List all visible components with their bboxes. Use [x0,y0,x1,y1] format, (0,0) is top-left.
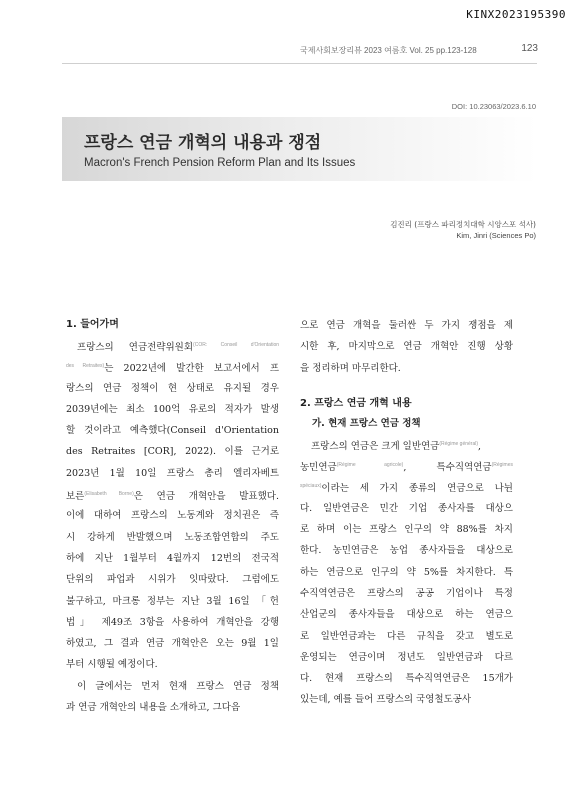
original-term: (Régime général) [439,440,479,447]
article-title: 프랑스 연금 개혁의 내용과 쟁점 [84,133,322,153]
doi: DOI: 10.23063/2023.6.10 [451,102,536,111]
text-line [66,569,279,590]
text-run: 다. 현재 프랑스의 특수직역연금은 15개가 [300,673,513,685]
text-line [300,358,513,379]
text-run: 산업군의 종사자들을 대상으로 하는 연금으 [300,609,513,621]
text-line [300,519,513,540]
left-column [66,315,279,718]
header-rule [62,63,537,64]
text-line [66,548,279,569]
text-line [66,441,279,462]
text-line [66,463,279,484]
original-term: (Régimes [491,462,513,469]
text-line [300,498,513,519]
section-heading: 1. 들어가며 [66,319,119,330]
text-line [66,378,279,399]
text-line [300,434,513,455]
text-line [66,676,279,697]
text-run: 하였고, 그 결과 연금 개혁안은 오는 9월 1일 [66,638,279,650]
text-line [66,527,279,548]
running-header: 국제사회보장리뷰 2023 여름호 Vol. 25 pp.123-128 [300,46,477,55]
text-run: 프랑스의 연금은 크게 일반연금 [311,441,440,453]
text-line [300,604,513,625]
text-run: 으로 연금 개혁을 둘러싼 두 가지 쟁점을 제 [300,320,513,331]
author-korean: 김진리 (프랑스 파리정치대학 시앙스포 석사) [390,220,536,229]
text-run: 운영되는 연금이며 정년도 일반연금과 다르 [300,651,513,663]
text-run: des Retraites [COR], 2022). 이를 근거로 [66,446,279,458]
text-line [300,626,513,647]
intro-continuation [300,315,513,379]
original-term: des Retraites) [66,363,105,370]
text-line [300,315,513,336]
text-run: 로 일반연금과는 다른 규칙을 갖고 별도로 [300,630,513,642]
article-subtitle: Macron's French Pension Reform Plan and Its Issues [84,157,356,169]
text-line [66,505,279,526]
text-run: 2039년에는 최소 100억 유로의 적자가 발생 [66,403,279,415]
text-run: , [478,441,482,453]
section-gap [300,379,513,394]
text-run: , 특수직역연금 [403,462,492,474]
text-run: 이에 대하여 프랑스의 노동계와 정치권은 즉 [66,510,279,522]
text-line [66,484,279,505]
text-run: 시 강하게 반발했으며 노동조합연합의 주도 [66,531,279,543]
section-body [66,335,279,718]
text-line [66,591,279,612]
text-run: 시한 후, 마지막으로 연금 개혁안 진행 상황 [300,341,513,353]
original-term: (Elisabeth Borne) [84,491,134,498]
author-english: Kim, Jinri (Sciences Po) [456,231,536,240]
text-line [66,420,279,441]
text-run: 한다. 농민연금은 농업 종사자들을 대상으로 [300,545,513,557]
text-run: 2023년 1월 10일 프랑스 총리 엘리자베트 [66,467,279,479]
text-run: 하에 지난 1월부터 4월까지 12번의 전국적 [66,552,279,564]
text-line [66,633,279,654]
text-run: 는 2022년에 발간한 보고서에서 프 [104,363,279,375]
text-line [300,476,513,497]
text-line [66,335,279,356]
text-run: 랑스의 연금 정책이 현 상태로 유지될 경우 [66,382,279,394]
text-run: 있는데, 예를 들어 프랑스의 국영철도공사 [300,694,472,706]
page-number: 123 [521,43,538,54]
text-line [300,455,513,476]
text-line [300,647,513,668]
original-term: (Régime agricole) [336,462,404,469]
text-line [300,668,513,689]
original-term: spéciaux) [300,483,322,490]
text-line [66,654,279,675]
original-term: (COR: Conseil d'Orientation [193,342,279,348]
text-run: 하는 연금으로 인구의 약 5%를 차지한다. 특 [300,566,513,578]
text-run: 할 것이라고 예측했다(Conseil d'Orientation [66,425,279,437]
text-run: 다. 일반연금은 민간 기업 종사자를 대상으 [300,502,513,514]
text-line [300,583,513,604]
document-id-stamp: KINX2023195390 [466,8,566,21]
text-run: 과 연금 개혁안의 내용을 소개하고, 그다음 [66,702,241,714]
subsection-heading: 가. 현재 프랑스 연금 정책 [312,417,421,429]
text-run: 농민연금 [300,462,337,474]
text-run: 은 연금 개혁안을 발표했다. [133,491,279,503]
text-run: 보른 [66,491,85,503]
text-run: 불구하고, 마크롱 정부는 지난 3월 16일 「헌 [66,595,279,607]
subsection-body [300,434,513,711]
text-run: 법」 제49조 3항을 사용하여 개혁안을 강행 [66,616,279,628]
text-run: 단위의 파업과 시위가 잇따랐다. 그럼에도 [66,574,279,586]
text-run: 이 글에서는 먼저 현재 프랑스 연금 정책 [77,680,279,692]
text-line [300,689,513,710]
right-column [300,315,513,711]
text-line [66,612,279,633]
text-line [300,336,513,357]
text-run: 부터 시행될 예정이다. [66,659,158,671]
text-run: 이라는 세 가지 종류의 연금으로 나뉜 [321,483,513,495]
text-run: 수직역연금은 프랑스의 공공 기업이나 특정 [300,587,513,599]
text-line [66,697,279,718]
section-heading: 2. 프랑스 연금 개혁 내용 [300,397,412,409]
text-line [66,356,279,377]
text-run: 을 정리하며 마무리한다. [300,362,401,374]
text-line [300,540,513,561]
text-line [300,562,513,583]
text-run: 로 하며 이는 프랑스 인구의 약 88%를 차지 [300,524,513,536]
text-run: 프랑스의 연금전략위원회 [77,342,194,354]
text-line [66,399,279,420]
